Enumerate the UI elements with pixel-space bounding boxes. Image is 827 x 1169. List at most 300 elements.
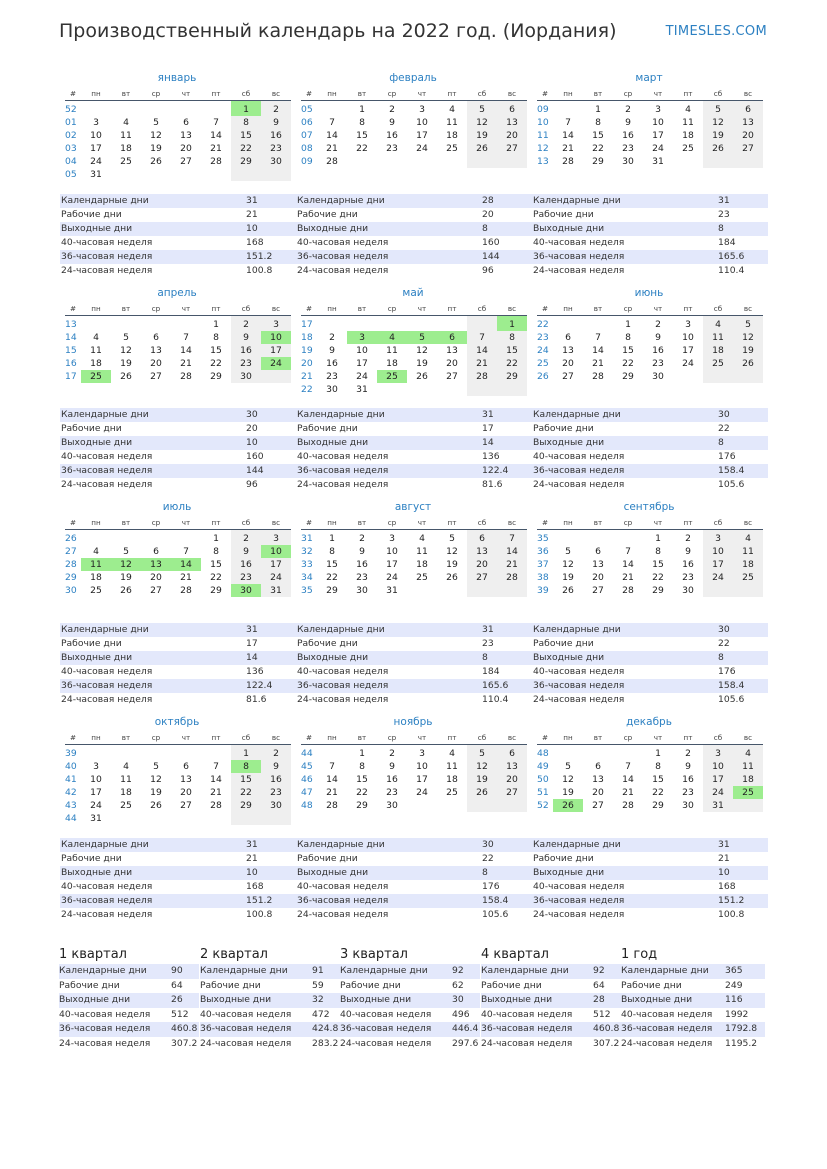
- month-table: [65, 732, 291, 825]
- holiday-day: 13: [141, 558, 171, 571]
- day-cell: 1: [625, 319, 631, 330]
- stat-value: 116: [725, 993, 765, 1008]
- day-cell: 19: [703, 129, 733, 142]
- week-row: [301, 331, 527, 344]
- day-cell: 26: [467, 142, 497, 155]
- stat-row: [296, 866, 532, 880]
- day-cell: 21: [180, 358, 192, 369]
- day-cell: 16: [356, 559, 368, 570]
- day-cell: 19: [120, 358, 132, 369]
- stat-label: Рабочие дни: [481, 979, 542, 991]
- empty-day: [673, 370, 703, 383]
- day-cell: 9: [655, 332, 661, 343]
- quarter-stats: [200, 964, 340, 1051]
- day-cell: 8: [213, 332, 219, 343]
- stat-value: 8: [481, 866, 532, 880]
- stat-value: 100.8: [718, 909, 745, 920]
- stat-row: [296, 208, 532, 222]
- weekday-label: #: [537, 88, 553, 101]
- weekday-label: пн: [553, 88, 583, 101]
- day-cell: 26: [733, 357, 763, 370]
- stat-value: 90: [171, 964, 199, 979]
- stat-row: [59, 1022, 199, 1037]
- day-cell: 20: [562, 358, 574, 369]
- stat-label: Рабочие дни: [621, 979, 682, 991]
- week-number: 20: [301, 358, 313, 369]
- stat-row: [532, 651, 768, 665]
- weekday-label: сб: [231, 732, 261, 745]
- day-cell: 26: [150, 800, 162, 811]
- stat-value: 496: [452, 1008, 470, 1020]
- stat-row: [60, 894, 296, 908]
- weekday-label: вс: [733, 732, 763, 745]
- empty-day: [467, 799, 497, 812]
- stat-row: [296, 894, 532, 908]
- day-cell: 8: [655, 546, 661, 557]
- week-number: 35: [301, 585, 313, 596]
- stat-label: 24-часовая неделя: [340, 1037, 432, 1049]
- day-cell: 28: [622, 585, 634, 596]
- week-number: 05: [301, 104, 313, 115]
- stat-row: [532, 693, 768, 707]
- stat-row: [296, 478, 532, 492]
- empty-day: [613, 530, 643, 546]
- stat-row: [296, 838, 532, 852]
- empty-day: [111, 812, 141, 825]
- day-cell: 23: [231, 357, 261, 370]
- day-cell: 7: [497, 530, 527, 546]
- day-cell: 27: [497, 142, 527, 155]
- day-cell: 21: [592, 358, 604, 369]
- weekday-label: пт: [437, 732, 467, 745]
- week-number: 01: [65, 117, 77, 128]
- stat-value: 10: [717, 866, 768, 880]
- empty-day: [201, 168, 231, 181]
- day-cell: 22: [592, 143, 604, 154]
- stat-label: Рабочие дни: [61, 638, 122, 649]
- stat-row: [60, 679, 296, 693]
- day-cell: 7: [183, 546, 189, 557]
- stat-label: 40-часовая неделя: [61, 666, 153, 677]
- week-row: [65, 116, 291, 129]
- day-cell: 5: [467, 745, 497, 761]
- day-cell: 8: [655, 761, 661, 772]
- stat-label: Рабочие дни: [297, 638, 358, 649]
- stat-row: [532, 422, 768, 436]
- day-cell: 25: [682, 143, 694, 154]
- day-cell: 23: [356, 572, 368, 583]
- day-cell: 22: [497, 357, 527, 370]
- day-cell: 2: [685, 748, 691, 759]
- weekday-label: сб: [703, 517, 733, 530]
- stat-value: 105.6: [718, 479, 745, 490]
- empty-day: [141, 812, 171, 825]
- empty-day: [703, 370, 733, 383]
- stat-label: Календарные дни: [340, 964, 452, 979]
- day-cell: 5: [153, 117, 159, 128]
- stat-value: 26: [171, 993, 199, 1008]
- stat-value: 110.4: [482, 694, 509, 705]
- month-name: август: [394, 501, 432, 513]
- week-number: 35: [537, 533, 549, 544]
- day-cell: 4: [685, 104, 691, 115]
- empty-day: [347, 316, 377, 332]
- week-row: [65, 530, 291, 546]
- weekday-label: ср: [613, 88, 643, 101]
- month-stats: [296, 623, 532, 707]
- stat-label: 40-часовая неделя: [61, 451, 153, 462]
- empty-day: [171, 812, 201, 825]
- stat-label: 36-часовая неделя: [532, 894, 717, 908]
- week-row: [301, 760, 527, 773]
- stat-row: [532, 679, 768, 693]
- holiday-day: 10: [261, 331, 291, 344]
- week-row: [301, 571, 527, 584]
- day-cell: 25: [446, 787, 458, 798]
- stat-label: Календарные дни: [532, 194, 717, 208]
- stat-label: 24-часовая неделя: [61, 265, 153, 276]
- empty-day: [467, 383, 497, 396]
- week-row: [537, 155, 763, 168]
- week-row: [537, 571, 763, 584]
- day-cell: 5: [123, 332, 129, 343]
- weekday-label: пн: [81, 517, 111, 530]
- weekday-label: ср: [613, 732, 643, 745]
- day-cell: 12: [416, 345, 428, 356]
- stat-label: Выходные дни: [60, 651, 245, 665]
- weekday-label: вт: [111, 88, 141, 101]
- week-row: [65, 142, 291, 155]
- day-cell: 16: [386, 130, 398, 141]
- day-cell: 8: [595, 117, 601, 128]
- week-number: 23: [537, 332, 549, 343]
- stat-label: 24-часовая неделя: [297, 694, 389, 705]
- day-cell: 13: [733, 116, 763, 129]
- week-row: [65, 786, 291, 799]
- quarter-block: [340, 946, 480, 1051]
- day-cell: 4: [123, 117, 129, 128]
- day-cell: 19: [150, 143, 162, 154]
- day-cell: 3: [703, 530, 733, 546]
- empty-day: [171, 530, 201, 546]
- week-number: 06: [301, 117, 313, 128]
- day-cell: 22: [356, 143, 368, 154]
- day-cell: 18: [733, 558, 763, 571]
- stat-value: 297.6: [452, 1037, 479, 1049]
- weekday-label: пт: [437, 303, 467, 316]
- week-number: 25: [537, 358, 549, 369]
- stat-row: [60, 478, 296, 492]
- holiday-day: 8: [231, 760, 261, 773]
- holiday-day: 6: [437, 331, 467, 344]
- stat-label: Выходные дни: [481, 993, 593, 1008]
- day-cell: 16: [682, 559, 694, 570]
- day-cell: 3: [419, 748, 425, 759]
- empty-day: [553, 530, 583, 546]
- day-cell: 22: [652, 787, 664, 798]
- week-row: [65, 168, 291, 181]
- empty-day: [231, 168, 261, 181]
- stat-label: Календарные дни: [532, 408, 717, 422]
- day-cell: 24: [90, 800, 102, 811]
- stat-value: 8: [717, 651, 768, 665]
- empty-day: [703, 155, 733, 168]
- weekday-label: вс: [261, 517, 291, 530]
- day-cell: 26: [150, 156, 162, 167]
- day-cell: 23: [261, 142, 291, 155]
- stat-row: [532, 908, 768, 922]
- day-cell: 2: [261, 745, 291, 761]
- holiday-day: 5: [407, 331, 437, 344]
- month-name: октябрь: [154, 716, 200, 728]
- day-cell: 23: [682, 572, 694, 583]
- weekday-label: #: [65, 732, 81, 745]
- stat-value: 512: [593, 1008, 611, 1020]
- day-cell: 17: [90, 787, 102, 798]
- stat-label: 36-часовая неделя: [481, 1022, 593, 1037]
- empty-day: [467, 316, 497, 332]
- empty-day: [231, 812, 261, 825]
- day-cell: 10: [90, 774, 102, 785]
- weekday-label: вт: [583, 88, 613, 101]
- stat-value: 160: [246, 451, 264, 462]
- day-cell: 16: [652, 345, 664, 356]
- day-cell: 27: [467, 571, 497, 584]
- day-cell: 19: [467, 129, 497, 142]
- stat-value: 23: [482, 638, 494, 649]
- day-cell: 3: [655, 104, 661, 115]
- day-cell: 6: [497, 745, 527, 761]
- stat-value: 365: [725, 964, 765, 979]
- day-cell: 6: [467, 530, 497, 546]
- empty-day: [81, 316, 111, 332]
- month-name: февраль: [389, 72, 437, 84]
- stat-row: [296, 623, 532, 637]
- month-name: июнь: [634, 287, 664, 299]
- week-row: [301, 584, 527, 597]
- stat-value: 100.8: [246, 909, 273, 920]
- day-cell: 7: [329, 761, 335, 772]
- stat-value: 144: [481, 250, 532, 264]
- day-cell: 14: [562, 130, 574, 141]
- day-cell: 13: [180, 774, 192, 785]
- weekday-label: пт: [201, 88, 231, 101]
- stat-row: [296, 422, 532, 436]
- week-row: [301, 383, 527, 396]
- day-cell: 30: [682, 585, 694, 596]
- quarter-stats: [481, 964, 621, 1051]
- week-row: [537, 370, 763, 383]
- week-row: [65, 558, 291, 571]
- week-row: [537, 760, 763, 773]
- day-cell: 18: [120, 143, 132, 154]
- stat-label: Рабочие дни: [340, 979, 401, 991]
- empty-day: [583, 530, 613, 546]
- day-cell: 17: [652, 130, 664, 141]
- stat-row: [60, 250, 296, 264]
- day-cell: 20: [733, 129, 763, 142]
- holiday-day: 12: [111, 558, 141, 571]
- empty-day: [141, 168, 171, 181]
- day-cell: 14: [622, 559, 634, 570]
- day-cell: 18: [733, 773, 763, 786]
- stat-label: Выходные дни: [621, 993, 725, 1008]
- stat-row: [621, 993, 765, 1008]
- stat-label: 40-часовая неделя: [533, 881, 625, 892]
- quarter-title: 4 квартал: [481, 947, 549, 962]
- stat-row: [340, 993, 480, 1008]
- site-link[interactable]: TIMESLES.COM: [665, 24, 767, 39]
- day-cell: 18: [386, 358, 398, 369]
- stat-label: Календарные дни: [60, 838, 245, 852]
- day-cell: 15: [210, 559, 222, 570]
- day-cell: 16: [682, 774, 694, 785]
- weekday-label: #: [65, 517, 81, 530]
- stat-label: 40-часовая неделя: [533, 237, 625, 248]
- stat-value: 81.6: [246, 694, 267, 705]
- empty-day: [497, 799, 527, 812]
- stat-label: Рабочие дни: [61, 209, 122, 220]
- stat-row: [60, 880, 296, 894]
- stat-label: 36-часовая неделя: [296, 250, 481, 264]
- day-cell: 19: [416, 358, 428, 369]
- day-cell: 19: [733, 344, 763, 357]
- day-cell: 20: [180, 143, 192, 154]
- stat-value: 28: [481, 194, 532, 208]
- day-cell: 6: [595, 761, 601, 772]
- stat-value: 184: [718, 237, 736, 248]
- weekday-label: вс: [497, 303, 527, 316]
- empty-day: [377, 155, 407, 168]
- day-cell: 22: [210, 572, 222, 583]
- stat-value: 1992: [725, 1008, 749, 1020]
- stat-value: 8: [481, 222, 532, 236]
- day-cell: 19: [150, 787, 162, 798]
- weekday-header: [301, 88, 527, 101]
- weekday-label: ср: [377, 517, 407, 530]
- stat-value: 105.6: [718, 694, 745, 705]
- day-cell: 15: [210, 345, 222, 356]
- day-cell: 31: [386, 585, 398, 596]
- day-cell: 7: [625, 761, 631, 772]
- day-cell: 30: [231, 370, 261, 383]
- stat-row: [296, 637, 532, 651]
- day-cell: 25: [120, 156, 132, 167]
- stat-value: 158.4: [481, 894, 532, 908]
- weekday-label: пн: [317, 88, 347, 101]
- stat-value: 20: [482, 209, 494, 220]
- stat-row: [296, 436, 532, 450]
- day-cell: 1: [359, 104, 365, 115]
- day-cell: 6: [733, 101, 763, 117]
- stat-label: 40-часовая неделя: [533, 451, 625, 462]
- stat-row: [59, 1008, 199, 1023]
- stat-label: Выходные дни: [532, 222, 717, 236]
- week-number: 13: [65, 319, 77, 330]
- stat-row: [532, 264, 768, 278]
- weekday-header: [301, 303, 527, 316]
- empty-day: [261, 812, 291, 825]
- day-cell: 21: [210, 787, 222, 798]
- weekday-label: чт: [407, 732, 437, 745]
- day-cell: 2: [655, 319, 661, 330]
- stat-row: [481, 993, 621, 1008]
- day-cell: 11: [446, 117, 458, 128]
- week-row: [65, 370, 291, 383]
- month-table: [537, 88, 763, 168]
- stat-label: 24-часовая неделя: [297, 909, 389, 920]
- stat-row: [532, 436, 768, 450]
- month-block: [531, 72, 767, 168]
- stat-label: Выходные дни: [296, 436, 481, 450]
- stat-row: [60, 908, 296, 922]
- empty-day: [347, 155, 377, 168]
- stat-row: [481, 1022, 621, 1037]
- empty-day: [261, 168, 291, 181]
- weekday-label: чт: [643, 303, 673, 316]
- day-cell: 17: [703, 558, 733, 571]
- stat-value: 158.4: [717, 679, 768, 693]
- day-cell: 11: [733, 760, 763, 773]
- week-number: 49: [537, 761, 549, 772]
- week-row: [65, 316, 291, 332]
- weekday-label: #: [537, 303, 553, 316]
- month-table: [301, 517, 527, 597]
- weekday-header: [537, 732, 763, 745]
- stat-value: 30: [481, 838, 532, 852]
- weekday-label: #: [537, 517, 553, 530]
- day-cell: 28: [497, 571, 527, 584]
- stat-value: 59: [312, 979, 324, 991]
- day-cell: 9: [231, 331, 261, 344]
- weekday-header: [65, 732, 291, 745]
- day-cell: 21: [210, 143, 222, 154]
- day-cell: 30: [326, 384, 338, 395]
- stat-label: 40-часовая неделя: [200, 1008, 292, 1020]
- stat-value: 122.4: [481, 464, 532, 478]
- day-cell: 29: [592, 156, 604, 167]
- stat-row: [60, 436, 296, 450]
- day-cell: 29: [652, 800, 664, 811]
- day-cell: 12: [467, 760, 497, 773]
- stat-row: [621, 1022, 765, 1037]
- stat-value: 30: [452, 993, 480, 1008]
- stat-label: Календарные дни: [296, 408, 481, 422]
- stat-label: 36-часовая неделя: [60, 464, 245, 478]
- stat-row: [296, 665, 532, 679]
- weekday-label: чт: [643, 732, 673, 745]
- day-cell: 15: [652, 774, 664, 785]
- week-row: [301, 101, 527, 117]
- week-row: [537, 344, 763, 357]
- weekday-label: #: [537, 732, 553, 745]
- holiday-day: 10: [261, 545, 291, 558]
- week-row: [537, 799, 763, 812]
- day-cell: 9: [329, 345, 335, 356]
- day-cell: 10: [356, 345, 368, 356]
- stat-value: 165.6: [481, 679, 532, 693]
- stat-label: Рабочие дни: [297, 209, 358, 220]
- stat-row: [532, 838, 768, 852]
- day-cell: 24: [261, 571, 291, 584]
- stat-label: 24-часовая неделя: [61, 909, 153, 920]
- week-number: 52: [537, 800, 549, 811]
- week-number: 40: [65, 761, 77, 772]
- empty-day: [141, 530, 171, 546]
- week-number: 27: [65, 546, 77, 557]
- week-number: 07: [301, 130, 313, 141]
- day-cell: 7: [565, 117, 571, 128]
